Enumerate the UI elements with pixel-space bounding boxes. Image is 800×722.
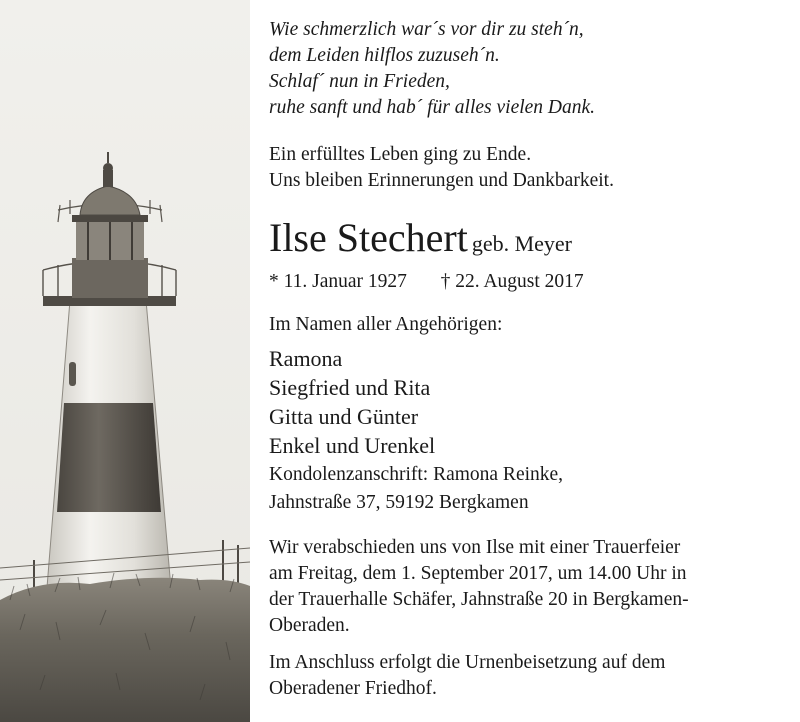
poem-line-4: ruhe sanft und hab´ für alles vielen Dank. [269,97,596,118]
condolence-line-1: Kondolenzanschrift: Ramona Reinke, [269,464,564,485]
burial-line-2: Oberadener Friedhof. [269,678,437,699]
birth-date: * 11. Januar 1927 [269,271,407,292]
funeral-line-1: Wir verabschieden uns von Ilse mit einer Trauerfeier [269,537,681,558]
intro-line-2: Uns bleiben Erinnerungen und Dankbarkeit. [269,170,614,191]
lighthouse-illustration [0,0,250,722]
funeral-line-3: der Trauerhalle Schäfer, Jahnstraße 20 in Bergkamen- [269,589,689,610]
mourners-heading: Im Namen aller Angehörigen: [269,314,503,335]
deceased-name: Ilse Stechert [269,215,468,260]
maiden-name: geb. Meyer [471,231,572,256]
funeral-line-4: Oberaden. [269,615,350,636]
deceased-heading [269,214,572,261]
death-date: † 22. August 2017 [440,271,584,292]
mourner-1: Ramona [269,346,343,371]
poem-line-2: dem Leiden hilflos zuzuseh´n. [269,45,500,66]
mourner-4: Enkel und Urenkel [269,433,436,458]
life-dates [269,271,584,293]
poem-line-1: Wie schmerzlich war´s vor dir zu steh´n, [269,19,584,40]
burial-line-1: Im Anschluss erfolgt die Urnenbeisetzung auf dem [269,652,666,673]
funeral-line-2: am Freitag, dem 1. September 2017, um 14.00 Uhr in [269,563,687,584]
condolence-line-2: Jahnstraße 37, 59192 Bergkamen [269,492,529,513]
lighthouse-photo [0,0,250,722]
poem-line-3: Schlaf´ nun in Frieden, [269,71,450,92]
mourner-3: Gitta und Günter [269,404,419,429]
intro-line-1: Ein erfülltes Leben ging zu Ende. [269,144,532,165]
mourner-2: Siegfried und Rita [269,375,431,400]
